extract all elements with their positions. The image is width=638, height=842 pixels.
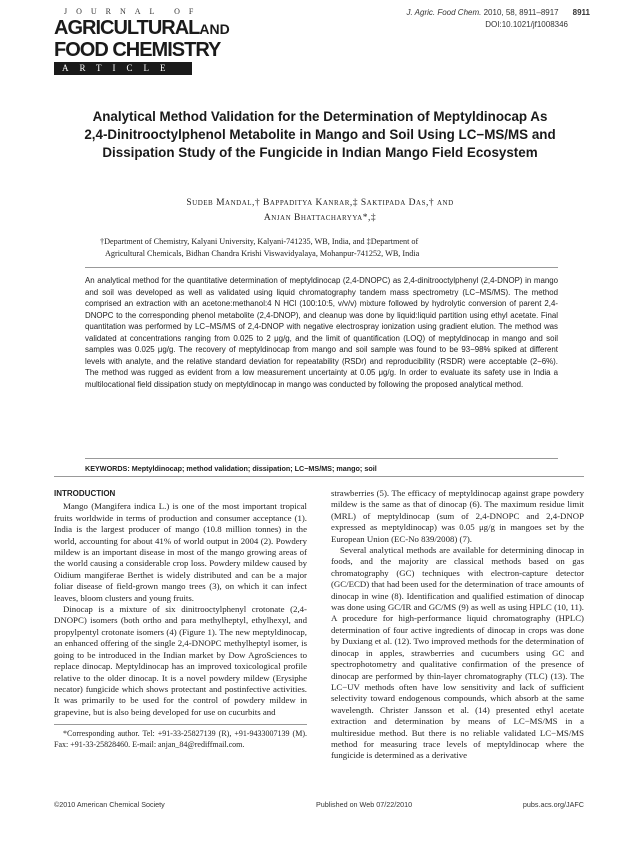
paragraph: strawberries (5). The efficacy of meptyldinocap against grape powdery mildew is the same as that of dinocap (6). The maximum residue limit (MRL) of meptyldinocap (sum of 2,4-DNOPC and 2,4-DNOP expressed as meptyldinocap) was 0.05 μg/g in mangoes set by the European Union (EC-No 839/2008) (7). [331,488,584,544]
author-list [80,196,560,226]
corresponding-author-footnote: *Corresponding author. Tel: +91-33-25827139 (R), +91-9433007139 (M). Fax: +91-33-25828460. E-mail: anjan_84@rediffmail.com. [54,724,307,750]
paragraph: Dinocap is a mixture of six dinitrooctylphenyl crotonate (2,4-DNOPC) isomers (both ortho and para methylheptyl, ethylhexyl, and propylpentyl crotonate isomers (4) (Figure 1). The new meptyldinocap, an enhanced offering of the single 2,4-DNOPC methylheptyl isomer, is going to be introduced in the Indian market by Dow AgroSciences to replace dinocap. Meptyldinocap has an improved toxicological profile relative to the older dinocap. It is a novel powdery mildew (Erysiphe necator) fungicide which shows protectant and postinfective activities. It was primarily to be used for the control of powdery mildew in grapevine, but is also being developed for use on cucurbits and [54,604,307,717]
journal-name-line1 [54,18,242,40]
author-line-1: Sudeb Mandal,† Bappaditya Kanrar,‡ Saktipada Das,† and [186,198,454,208]
header-info [407,7,590,31]
journal-of-label: JOURNAL OF [64,7,203,16]
journal-url[interactable]: pubs.acs.org/JAFC [522,800,584,809]
author-line-2: Anjan Bhattacharyya*,‡ [263,213,377,223]
keywords: KEYWORDS: Meptyldinocap; method validation; dissipation; LC−MS/MS; mango; soil [85,458,558,473]
abstract: An analytical method for the quantitative determination of meptyldinocap (2,4-DNOPC) as 2,4-dinitrooctylphenyl (2,4-DNOP) in mango and soil was developed as well as validated using liquid chromatography tandem mass spectrometry (LC−MS/MS). The method comprised an extraction with an acetone:methanol:4 N HCl (100:10:5, v/v/v) mixture followed by hydrolytic conversion of parent 2,4-DNOPC to the corresponding phenol metabolite (2,4-DNOP), and cleanup was done by liquid:liquid partition using ethyl acetate. Final quantitation was performed by LC−MS/MS of 2,4-DNOP with negative electrospray ionization using gradient elution. The method was validated at concentrations ranging from 0.025 to 2 μg/g, and the limit of quantification (LOQ) of meptyldinocap in mango and soil samples was 0.025 μg/g. The recovery of meptyldinocap from mango and soil sample was found to be 93−98% spiked at different levels with analyte, and the relative standard deviation for repeatability (RSDr) and reproducibility (RSDR) were acceptable (2−6%). The method was rugged as evident from a low measurement uncertainty at 0.05 μg/g. In order to evaluate its safety use in India a multilocational field dissipation study on meptyldinocap in mango was conducted by following the proposed analytical method. [85,267,558,390]
paragraph: Mango (Mangifera indica L.) is one of the most important tropical fruits worldwide in terms of production and consumer acceptance (1). India is the largest producer of mango (10.8 million tonnes) in the world, accounting for about 41% of world output in 2004 (2). Powdery mildew is an important disease in most of the mango growing areas of the world causing a considerable crop loss. Powdery mildew caused by Oidium mangiferae Berthet is widely distributed and can be a major foliar disease of field-grown mango trees (3), on which it can infect leaves, bloom clusters and young fruits. [54,501,307,603]
citation-line [407,7,590,19]
page-number: 8911 [572,8,590,17]
journal-name-agricultural: AGRICULTURAL [54,17,200,39]
journal-name-line2: FOOD CHEMISTRY [54,39,221,61]
affiliations [100,236,540,260]
affiliation-line-1: †Department of Chemistry, Kalyani University, Kalyani-741235, WB, India, and ‡Department of [100,237,419,246]
divider [54,476,584,477]
journal-logo [54,6,242,75]
doi-link[interactable]: DOI:10.1021/jf1008346 [485,20,568,29]
publication-date: Published on Web 07/22/2010 [316,800,413,809]
article-title: Analytical Method Validation for the Determination of Meptyldinocap As 2,4-Dinitrooctylphenol Metabolite in Mango and Soil Using LC−MS/MS and Dissipation Study of the Fungicide in Indian Mango Field Ecosystem [84,109,556,160]
section-heading-introduction: INTRODUCTION [54,489,116,498]
body-column-right [331,488,584,762]
article-type-bar: ARTICLE [54,62,192,75]
body-column-left [54,488,307,750]
affiliation-line-2: Agricultural Chemicals, Bidhan Chandra Krishi Viswavidyalaya, Mohanpur-741252, WB, India [105,249,420,258]
volume-info: 2010, 58, 8911–8917 [483,8,559,17]
copyright-notice: ©2010 American Chemical Society [54,800,165,809]
journal-name-and: AND [199,21,230,37]
paragraph: Several analytical methods are available for determining dinocap in foods, and the majority are classical methods based on gas chromatography (GC) techniques with electron-capture detector (GC/ECD) that had been used for the determination of trace amounts of dinocap in wine (8). Identification and qualified estimation of dinocap was done using GC/IR and GC/MS (9) as well as using HPLC (10, 11). A procedure for high-performance liquid chromatography (HPLC) determination of four active ingredients of dinocap in crops was done by Duxiang et al. (12). Two improved methods for the determination of dinocap in apples, strawberries and cucumbers using GC and spectrophotometry and qualitative confirmation of the presence of dinocap are performed by thin-layer chromatography (TLC) (13). The LC−UV methods often have low sensitivity and lack of sufficient selectivity toward endogenous compounds, which absorb at the same wavelength. Christer Jansson et al. (14) presented ethyl acetate extraction and determination by means of LC−MS/MS in a multiresidue method. But there is no reliable validated LC−MS/MS method for measuring trace levels of meptyldinocap where the fungicide is determined as a derivative [331,545,584,761]
journal-citation: J. Agric. Food Chem. [406,8,482,17]
